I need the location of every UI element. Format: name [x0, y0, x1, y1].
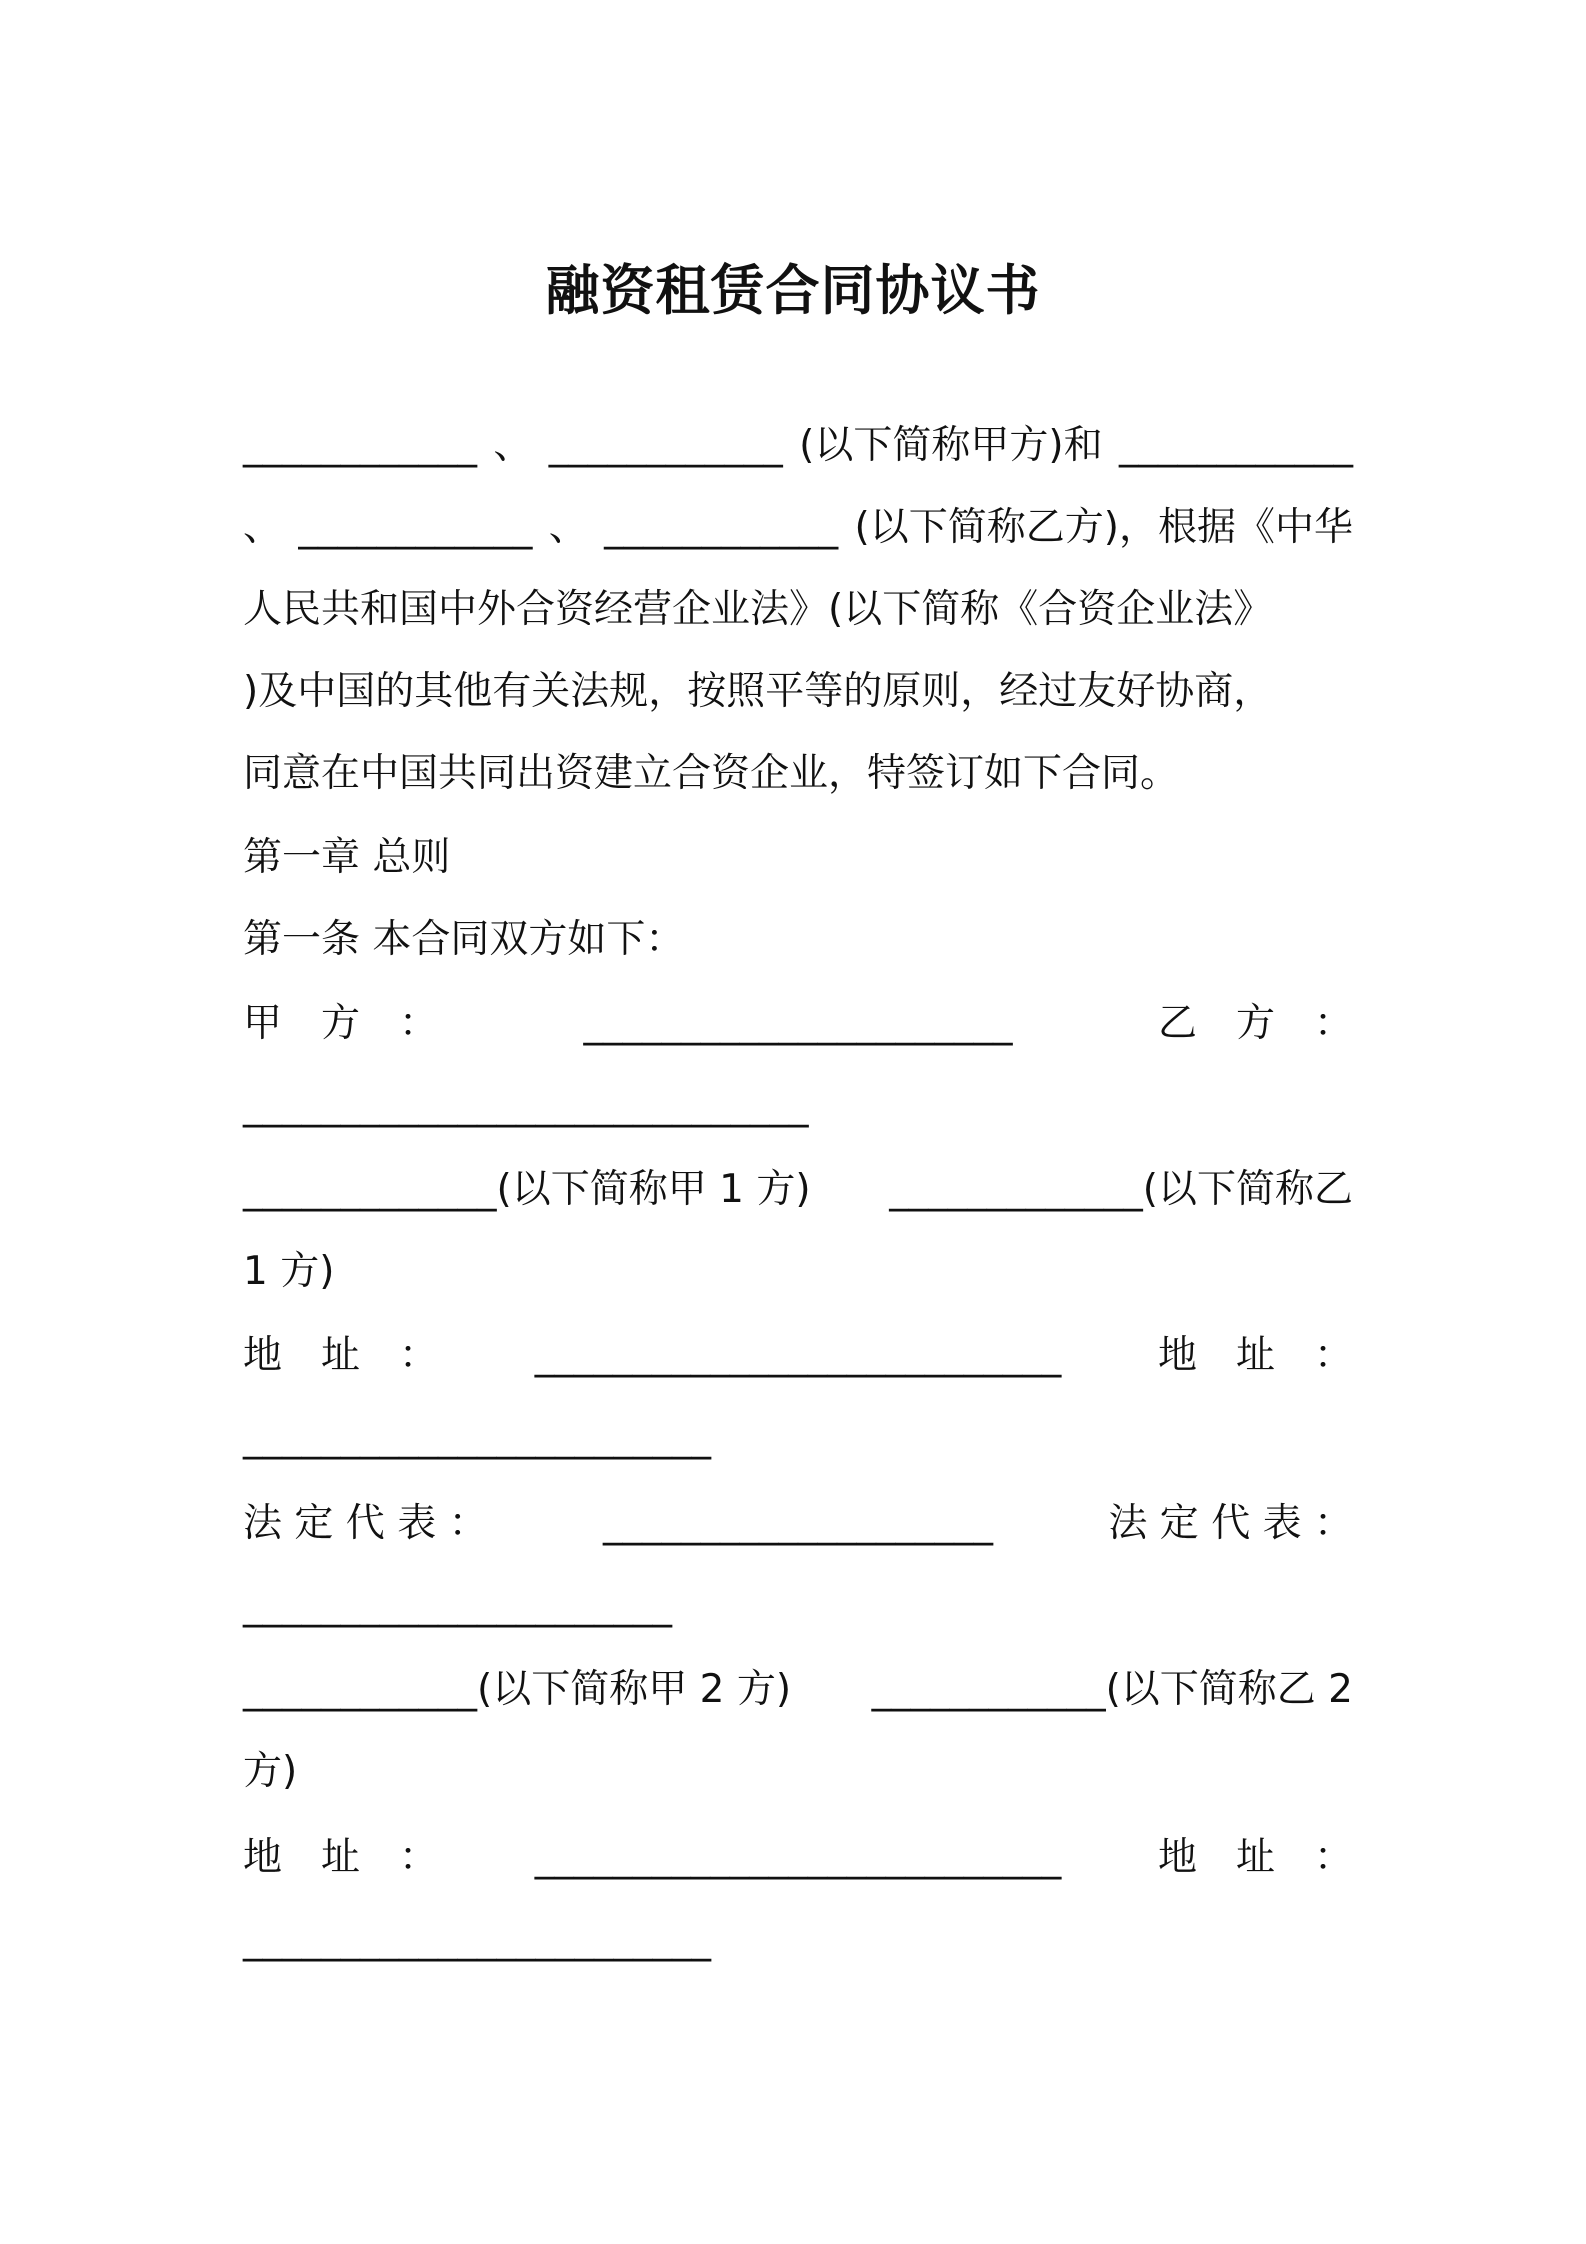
intro-line-4: )及中国的其他有关法规，按照平等的原则，经过友好协商，: [243, 669, 1273, 714]
party-a2-abbr: ____________(以下简称甲 2 方): [243, 1667, 792, 1712]
party-b-blank-1: ____________: [1118, 423, 1353, 468]
party-b-abbr: (以下简称乙方)，根据《中华: [854, 505, 1353, 550]
party-a-name-blank: ______________________: [583, 1001, 1013, 1046]
party-a1-abbr: _____________(以下简称甲 1 方): [243, 1167, 811, 1212]
party-a-label: 甲 方 ：: [243, 1001, 439, 1046]
party-a-blank-1: ____________: [243, 423, 477, 468]
address-b-label: 地 址 ：: [1157, 1333, 1353, 1378]
party-b-name-blank: _____________________________: [243, 1083, 809, 1128]
intro-line-5: 同意在中国共同出资建立合资企业，特签订如下合同。: [243, 751, 1180, 796]
address-a-label: 地 址 ：: [243, 1333, 439, 1378]
separator: 、: [548, 505, 588, 550]
address-a2-label: 地 址 ：: [243, 1835, 439, 1880]
legal-rep-row: [243, 1496, 1353, 1552]
party-b1-abbr: _____________(以下简称乙: [889, 1167, 1353, 1212]
address-row-2: [243, 1830, 1353, 1886]
address-b2-label: 地 址 ：: [1157, 1835, 1353, 1880]
party-b2-abbr: ____________(以下简称乙 2: [871, 1667, 1353, 1712]
address-row-1: [243, 1328, 1353, 1384]
intro-line-2: [243, 500, 1353, 556]
separator: 、: [493, 423, 533, 468]
legal-rep-b-blank: ______________________: [243, 1583, 672, 1628]
party-b-blank-2: ____________: [298, 505, 533, 550]
legal-rep-b-label: 法 定 代 表 ：: [1108, 1501, 1353, 1546]
address-a-blank: ___________________________: [534, 1333, 1062, 1378]
abbr-row-2-cont: 方): [243, 1749, 298, 1794]
party-a-abbr: (以下简称甲方)和: [799, 423, 1103, 468]
abbr-row-2: [243, 1662, 1353, 1718]
address-a2-blank: ___________________________: [534, 1835, 1062, 1880]
intro-line-3: 人民共和国中外合资经营企业法》(以下简称《合资企业法》: [243, 587, 1273, 632]
document-title: 融资租赁合同协议书: [545, 259, 1041, 322]
party-row: [243, 996, 1353, 1052]
article-heading: 第一条 本合同双方如下：: [243, 917, 685, 962]
separator: 、: [243, 505, 283, 550]
chapter-heading: 第一章 总则: [243, 835, 451, 880]
party-b-blank-3: ____________: [604, 505, 839, 550]
party-b-label: 乙 方 ：: [1157, 1001, 1353, 1046]
address-b-blank: ________________________: [243, 1415, 711, 1460]
party-a-blank-2: ____________: [548, 423, 783, 468]
legal-rep-a-blank: ____________________: [603, 1501, 993, 1546]
intro-line-1: [243, 418, 1353, 474]
address-b2-blank: ________________________: [243, 1917, 711, 1962]
abbr-row-1-cont: 1 方): [243, 1249, 335, 1294]
abbr-row-1: [243, 1162, 1353, 1218]
legal-rep-a-label: 法 定 代 表 ：: [243, 1501, 488, 1546]
